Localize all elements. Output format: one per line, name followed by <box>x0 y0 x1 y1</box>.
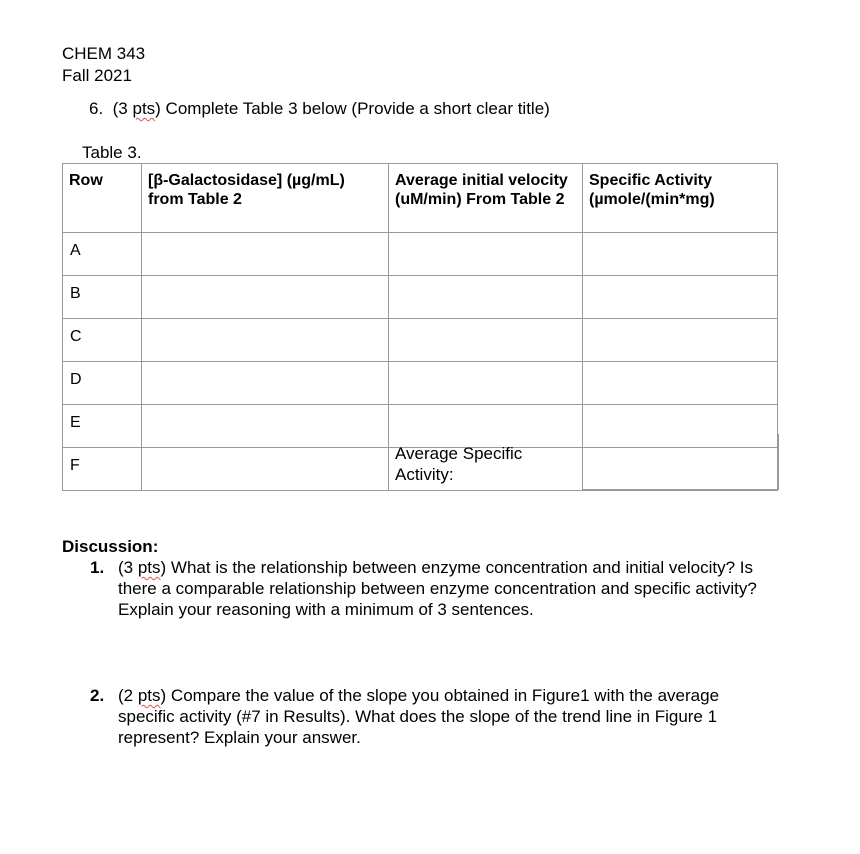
average-specific-activity-label: Average Specific Activity: <box>395 444 523 484</box>
question-6 <box>89 98 550 120</box>
course-name: CHEM 343 <box>62 44 146 63</box>
table-row <box>63 276 778 319</box>
concentration-cell[interactable] <box>142 362 389 405</box>
row-label: D <box>63 362 142 405</box>
discussion-question-2 <box>90 685 780 748</box>
question-6-text: ) Complete Table 3 below (Provide a short clear title) <box>155 99 550 118</box>
concentration-cell[interactable] <box>142 319 389 362</box>
question-6-number: 6. <box>89 99 104 118</box>
table-header-row <box>63 164 778 233</box>
term-label: Fall 2021 <box>62 66 132 85</box>
table-row <box>63 362 778 405</box>
concentration-cell[interactable] <box>142 276 389 319</box>
row-label: F <box>63 448 142 491</box>
header-velocity: Average initial velocity (uM/min) From Table 2 <box>389 164 583 233</box>
table-row <box>63 233 778 276</box>
header-row: Row <box>63 164 142 233</box>
discussion-question-2-number: 2. <box>90 686 105 705</box>
concentration-cell[interactable] <box>142 233 389 276</box>
velocity-cell[interactable] <box>389 276 583 319</box>
row-label: A <box>63 233 142 276</box>
specific-activity-cell[interactable] <box>583 233 778 276</box>
discussion-question-1-pts-open: (3 <box>118 558 138 577</box>
question-6-pts-open: (3 <box>112 99 133 118</box>
row-label: E <box>63 405 142 448</box>
discussion-question-2-text: ) Compare the value of the slope you obtained in Figure1 with the average specific activity (#7 in Results). What does the slope of the trend line in Figure 1 represent? Explain your answer. <box>118 686 720 747</box>
velocity-cell[interactable] <box>389 362 583 405</box>
discussion-question-1-text: ) What is the relationship between enzyme concentration and initial velocity? Is there a comparable relationship between enzyme concentration and specific activity? Explain your reasoning with a minimum of 3 sentences. <box>118 558 757 619</box>
velocity-cell[interactable] <box>389 319 583 362</box>
discussion-question-2-pts-open: (2 <box>118 686 138 705</box>
concentration-cell[interactable] <box>142 448 389 491</box>
header-concentration: [β-Galactosidase] (µg/mL) from Table 2 <box>142 164 389 233</box>
specific-activity-cell[interactable] <box>583 319 778 362</box>
discussion-title: Discussion: <box>62 537 159 556</box>
row-label: B <box>63 276 142 319</box>
specific-activity-cell[interactable] <box>583 276 778 319</box>
velocity-cell[interactable] <box>389 233 583 276</box>
discussion-question-1 <box>90 557 780 620</box>
discussion-question-1-body <box>118 557 780 620</box>
question-6-pts-word: pts <box>132 99 156 118</box>
discussion-question-2-pts-word: pts <box>137 686 161 705</box>
velocity-cell[interactable] <box>389 405 583 448</box>
row-label: C <box>63 319 142 362</box>
specific-activity-cell[interactable] <box>583 362 778 405</box>
discussion-question-2-body <box>118 685 780 748</box>
table-caption: Table 3. <box>82 143 142 162</box>
table-row <box>63 319 778 362</box>
header-specific-activity: Specific Activity (µmole/(min*mg) <box>583 164 778 233</box>
discussion-question-1-pts-word: pts <box>137 558 161 577</box>
average-specific-activity-cell[interactable] <box>582 434 779 490</box>
discussion-question-1-number: 1. <box>90 558 105 577</box>
concentration-cell[interactable] <box>142 405 389 448</box>
